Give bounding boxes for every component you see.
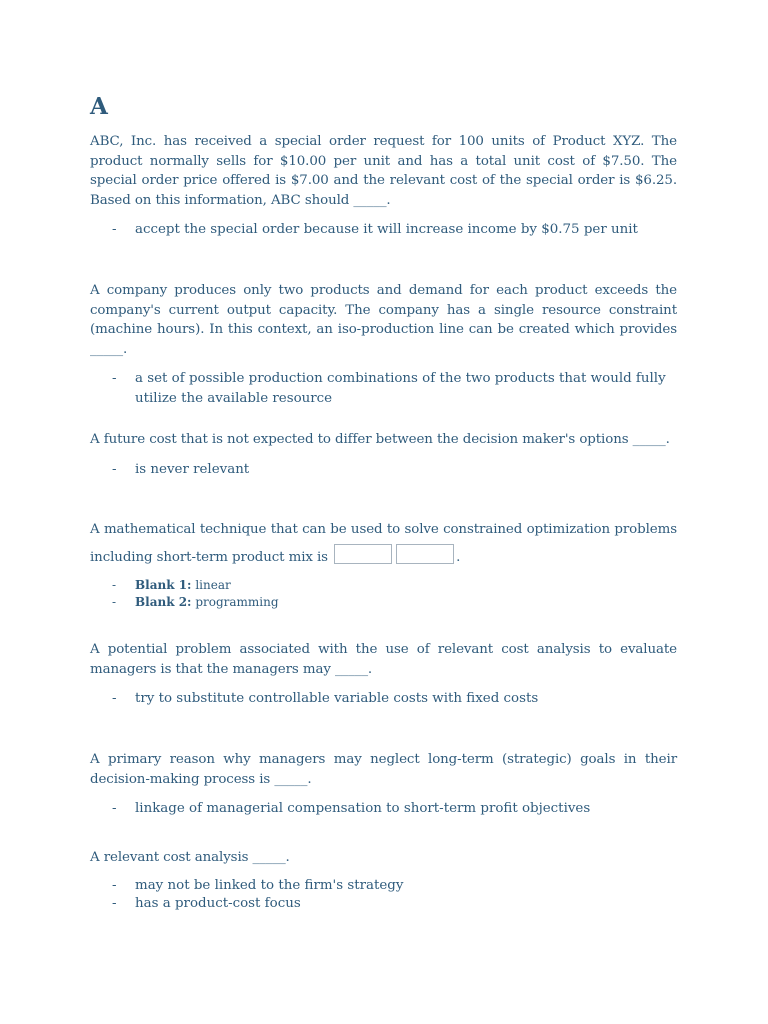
section-heading: A: [90, 93, 108, 120]
question-text: A company produces only two products and demand for each product exceeds the company's current output capacity. The company has a single resource constraint (machine hours). In this context, an iso-production line can be created which provides _____.: [90, 283, 677, 357]
answer-item: [90, 460, 677, 480]
answer-item: [90, 799, 677, 819]
answer-text: is never relevant: [135, 461, 250, 477]
answer-item: [90, 594, 677, 611]
bullet-dash: -: [112, 461, 117, 477]
question-text: A relevant cost analysis _____.: [90, 850, 290, 865]
bullet-dash: -: [112, 895, 117, 911]
answer-list: [90, 877, 677, 913]
answer-text: a set of possible production combinations of the two products that would fully utilize the available resource: [135, 371, 666, 406]
question-text: A primary reason why managers may neglect long-term (strategic) goals in their decision-making process is _____.: [90, 752, 677, 787]
blank-label: Blank 1:: [135, 578, 192, 592]
question-block: [90, 516, 677, 612]
bullet-dash: -: [112, 801, 117, 817]
bullet-dash: -: [112, 691, 117, 707]
question-text: [90, 516, 677, 572]
blank-2-input[interactable]: [396, 544, 454, 564]
question-text-before: A mathematical technique that can be used to solve constrained optimization problems including short-term product mix is: [90, 522, 677, 565]
blank-1-input[interactable]: [334, 544, 392, 564]
bullet-dash: -: [112, 595, 117, 610]
answer-text: may not be linked to the firm's strategy: [135, 877, 404, 893]
answer-list: [90, 220, 677, 240]
answer-item: [90, 689, 677, 709]
question-block: [90, 132, 677, 240]
bullet-dash: -: [112, 877, 117, 893]
answer-list: [90, 460, 677, 480]
answer-list: [90, 689, 677, 709]
question-text: ABC, Inc. has received a special order request for 100 units of Product XYZ. The product normally sells for $10.00 per unit and has a total unit cost of $7.50. The special order price offered is $7.00 and the relevant cost of the special order is $6.25. Based on this information, ABC should _____.: [90, 134, 677, 208]
question-text: A potential problem associated with the use of relevant cost analysis to evaluate managers is that the managers may _____.: [90, 642, 677, 677]
answer-text: linkage of managerial compensation to short-term profit objectives: [135, 801, 591, 817]
answer-item: [90, 895, 677, 913]
question-block: [90, 640, 677, 709]
blank-value: linear: [195, 578, 231, 592]
question-text: A future cost that is not expected to differ between the decision maker's options _____.: [90, 432, 670, 447]
answer-list: [90, 369, 677, 408]
answer-list: [90, 799, 677, 819]
answer-item: [90, 369, 677, 408]
question-text-after: .: [456, 550, 461, 565]
answer-item: [90, 577, 677, 594]
question-block: [90, 430, 677, 479]
question-block: [90, 281, 677, 409]
answer-text: try to substitute controllable variable costs with fixed costs: [135, 691, 539, 707]
blank-value: programming: [195, 595, 279, 610]
question-block: [90, 848, 677, 913]
answer-text: has a product-cost focus: [135, 895, 301, 911]
answer-list: [90, 577, 677, 612]
bullet-dash: -: [112, 371, 117, 387]
blank-label: Blank 2:: [135, 595, 192, 610]
answer-item: [90, 220, 677, 240]
bullet-dash: -: [112, 222, 117, 238]
answer-text: accept the special order because it will increase income by $0.75 per unit: [135, 222, 638, 238]
question-block: [90, 750, 677, 819]
answer-item: [90, 877, 677, 895]
bullet-dash: -: [112, 578, 117, 592]
